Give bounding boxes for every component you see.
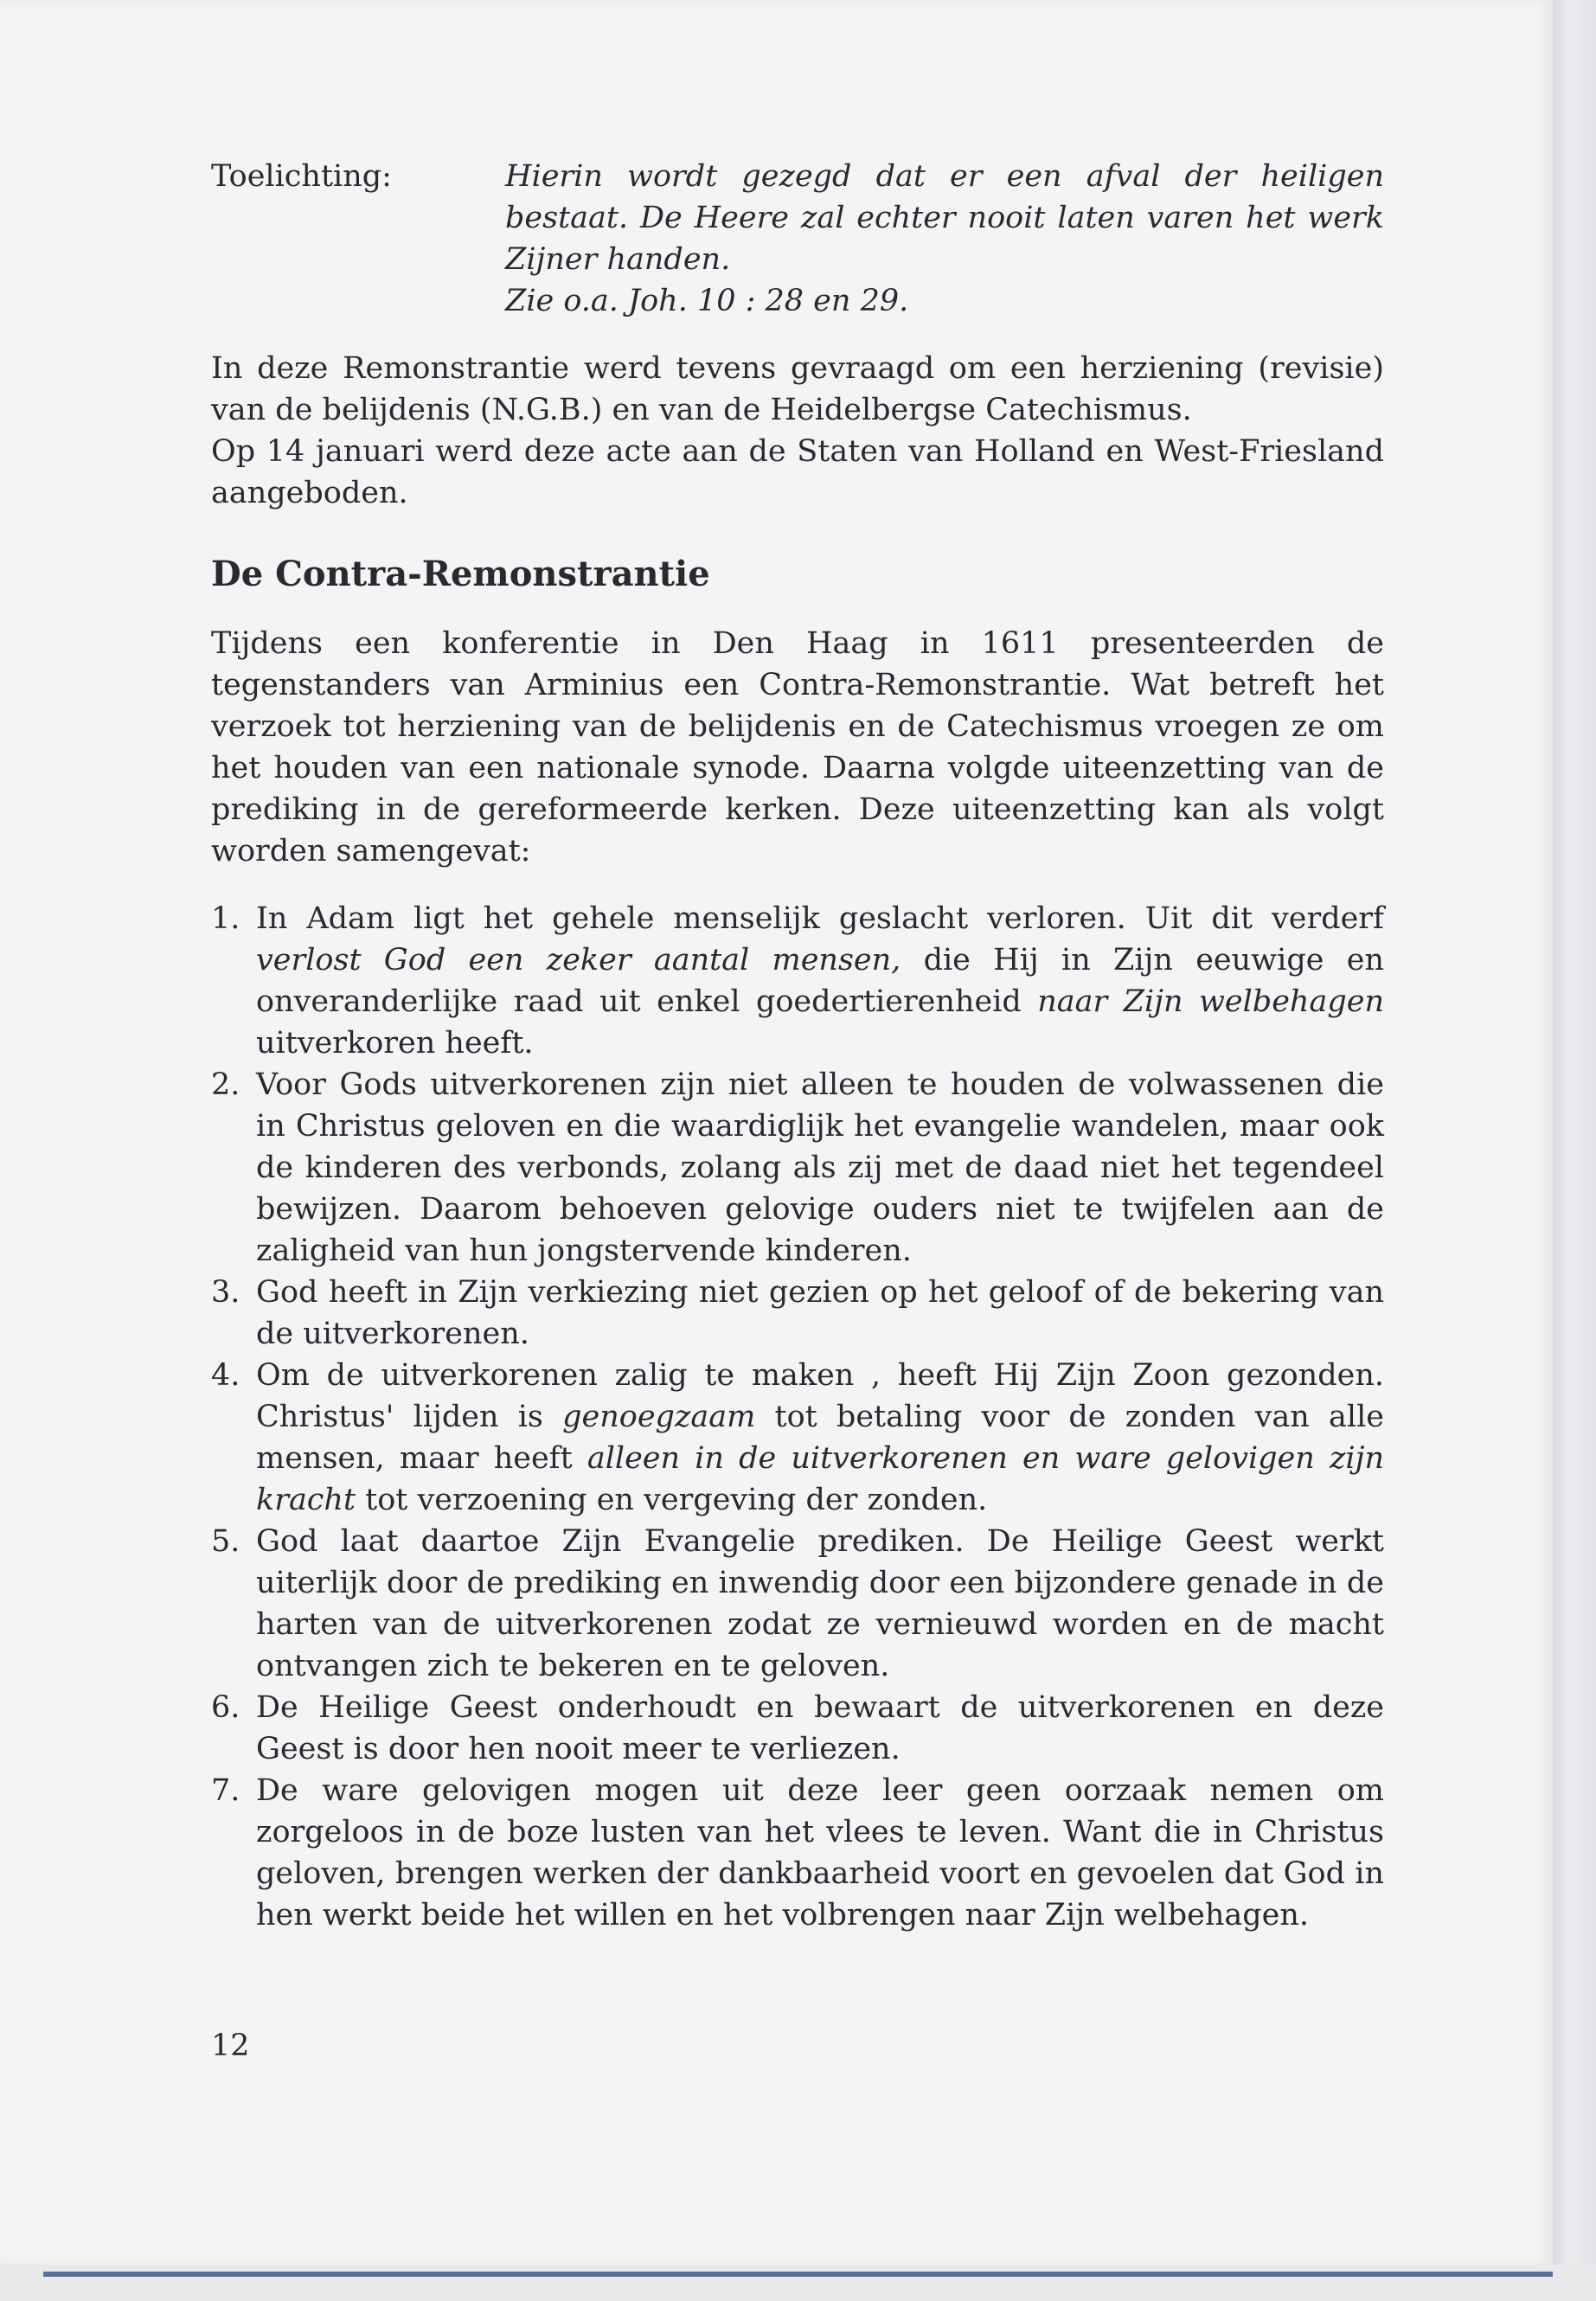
plain-text: De ware gelovigen mogen uit deze leer geen oorzaak nemen om zorgeloos in de boze lusten van het vlees te leven. Want die in Christus geloven, brengen werken der dankbaarheid voort en gevoelen dat God in hen werkt beide het willen en het volbrengen naar Zijn welbehagen. — [256, 1773, 1384, 1932]
plain-text: God laat daartoe Zijn Evangelie prediken. De Heilige Geest werkt uiterlijk door de prediking en inwendig door een bijzondere genade in de harten van de uitverkorenen zodat ze vernieuwd worden en de macht ontvangen zich te bekeren en te geloven. — [256, 1524, 1384, 1683]
emphasis-text: genoegzaam — [562, 1400, 756, 1434]
toelichting-line: Zie o.a. Joh. 10 : 28 en 29. — [505, 284, 909, 318]
list-item-text — [256, 1521, 1384, 1687]
plain-text: tot betaling voor de zonden van alle mensen, maar heeft — [256, 1400, 1385, 1476]
toelichting-text — [505, 156, 1384, 322]
paragraph-aangeboden: Op 14 januari werd deze acte aan de Staten van Holland en West-Friesland aangeboden. — [211, 434, 1384, 510]
list-item — [211, 1064, 1384, 1272]
list-item-number: 3. — [211, 1275, 240, 1310]
toelichting-block — [211, 156, 1384, 322]
list-item — [211, 1355, 1384, 1521]
list-item-number: 6. — [211, 1690, 240, 1725]
toelichting-label: Toelichting: — [211, 159, 392, 194]
list-item-number: 5. — [211, 1524, 240, 1559]
list-item-text — [256, 1770, 1384, 1936]
list-item-text — [256, 1687, 1384, 1770]
plain-text: Om de uitverkorenen zalig te maken , heeft Hij Zijn Zoon gezonden. Christus' lijden is — [256, 1358, 1384, 1434]
list-item-number: 4. — [211, 1358, 240, 1393]
plain-text: God heeft in Zijn verkiezing niet gezien op het geloof of de bekering van de uitverkorenen. — [256, 1275, 1384, 1351]
list-item-text — [256, 1064, 1384, 1272]
plain-text: De Heilige Geest onderhoudt en bewaart de uitverkorenen en deze Geest is door hen nooit meer te verliezen. — [256, 1690, 1384, 1766]
paragraph-remonstrantie: In deze Remonstrantie werd tevens gevraagd om een herziening (revisie) van de belijdenis (N.G.B.) en van de Heidelbergse Catechismus. — [211, 351, 1384, 427]
list-item-number: 2. — [211, 1067, 240, 1102]
plain-text: die Hij in Zijn eeuwige en onveranderlijke raad uit enkel goedertierenheid — [256, 943, 1384, 1019]
list-item — [211, 898, 1384, 1064]
list-item-text — [256, 1272, 1384, 1355]
emphasis-text: naar Zijn welbehagen — [1037, 984, 1384, 1019]
plain-text: uitverkoren heeft. — [256, 1026, 534, 1061]
list-item-number: 7. — [211, 1773, 240, 1808]
bottom-rule — [43, 2272, 1553, 2277]
page-content — [211, 156, 1384, 1936]
list-item — [211, 1272, 1384, 1355]
page-number: 12 — [211, 2029, 250, 2063]
list-item-text — [256, 898, 1384, 1064]
section-heading: De Contra-Remonstrantie — [211, 554, 710, 594]
toelichting-line: Hierin wordt gezegd dat er een afval der heiligen bestaat. De Heere zal echter nooit laten varen het werk Zijner handen. — [505, 159, 1384, 277]
list-item-text — [256, 1355, 1384, 1521]
page-edge — [1553, 0, 1596, 2265]
plain-text: tot verzoening en vergeving der zonden. — [356, 1483, 988, 1517]
list-item — [211, 1521, 1384, 1687]
list-item — [211, 1770, 1384, 1936]
list-item — [211, 1687, 1384, 1770]
plain-text: Voor Gods uitverkorenen zijn niet alleen te houden de volwassenen die in Christus geloven en die waardiglijk het evangelie wandelen, maar ook de kinderen des verbonds, zolang als zij met de daad niet het tegendeel bewijzen. Daarom behoeven gelovige ouders niet te twijfelen aan de zaligheid van hun jongstervende kinderen. — [256, 1067, 1384, 1268]
summary-list — [211, 898, 1384, 1936]
section-intro: Tijdens een konferentie in Den Haag in 1611 presenteerden de tegenstanders van Arminius een Contra-Remonstrantie. Wat betreft het verzoek tot herziening van de belijdenis en de Catechismus vroegen ze om het houden van een nationale synode. Daarna volgde uiteenzetting van de prediking in de gereformeerde kerken. Deze uiteenzetting kan als volgt worden samengevat: — [211, 626, 1384, 868]
emphasis-text: alleen in de uitverkorenen en ware gelovigen zijn kracht — [256, 1441, 1384, 1517]
emphasis-text: verlost God een zeker aantal mensen, — [256, 943, 901, 977]
list-item-number: 1. — [211, 901, 240, 936]
plain-text: In Adam ligt het gehele menselijk geslacht verloren. Uit dit verderf — [256, 901, 1384, 936]
